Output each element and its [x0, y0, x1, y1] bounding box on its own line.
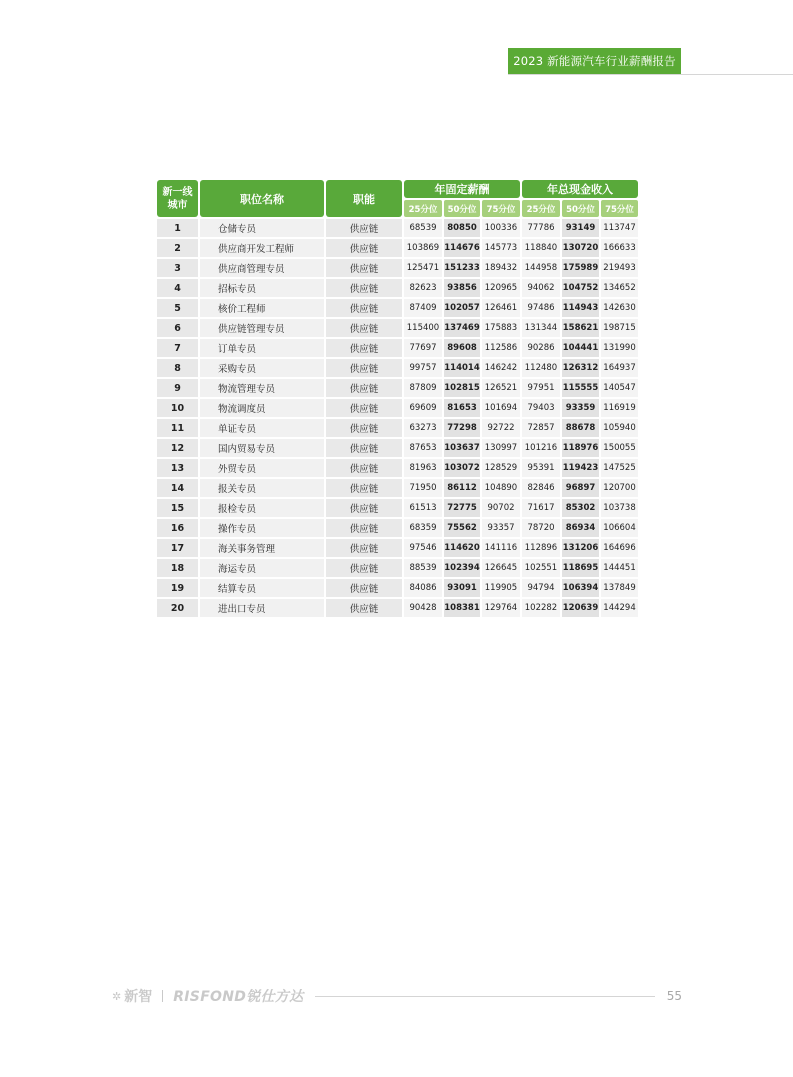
fixed-p25-cell: 97546: [404, 539, 442, 557]
table-row: [157, 459, 638, 477]
total-p75-cell: 219493: [601, 259, 638, 277]
position-name: 仓储专员: [200, 219, 324, 237]
xinzhi-logo-text: 新智: [124, 989, 153, 1005]
page-footer: [112, 985, 682, 1007]
position-name: 操作专员: [200, 519, 324, 537]
fixed-p75-cell: 145773: [482, 239, 520, 257]
table-row: [157, 379, 638, 397]
total-p25-header: 25分位: [522, 200, 560, 217]
position-name: 单证专员: [200, 419, 324, 437]
total-p25-cell: 144958: [522, 259, 560, 277]
total-p50-cell: 119423: [562, 459, 599, 477]
row-index: 20: [157, 599, 198, 617]
total-p75-cell: 144294: [601, 599, 638, 617]
position-name: 海关事务管理: [200, 539, 324, 557]
fixed-p75-cell: 141116: [482, 539, 520, 557]
position-name: 结算专员: [200, 579, 324, 597]
fixed-p75-cell: 112586: [482, 339, 520, 357]
fixed-p75-cell: 92722: [482, 419, 520, 437]
table-row: [157, 599, 638, 617]
fixed-p25-cell: 63273: [404, 419, 442, 437]
fixed-p50-cell: 77298: [444, 419, 480, 437]
total-p75-cell: 140547: [601, 379, 638, 397]
row-index: 1: [157, 219, 198, 237]
footer-divider: [315, 996, 654, 997]
fixed-p25-cell: 115400: [404, 319, 442, 337]
fixed-p50-cell: 81653: [444, 399, 480, 417]
total-p75-cell: 103738: [601, 499, 638, 517]
fixed-p50-cell: 137469: [444, 319, 480, 337]
function-header: 职能: [326, 180, 402, 217]
function-cell: 供应链: [326, 459, 402, 477]
total-p50-cell: 106394: [562, 579, 599, 597]
function-cell: 供应链: [326, 399, 402, 417]
table-row: [157, 499, 638, 517]
total-p50-cell: 118695: [562, 559, 599, 577]
function-cell: 供应链: [326, 559, 402, 577]
row-index: 3: [157, 259, 198, 277]
table-row: [157, 339, 638, 357]
report-title: 2023 新能源汽车行业薪酬报告: [513, 54, 676, 68]
total-p50-cell: 93149: [562, 219, 599, 237]
total-p50-cell: 158621: [562, 319, 599, 337]
function-cell: 供应链: [326, 339, 402, 357]
position-header: 职位名称: [200, 180, 324, 217]
row-index: 12: [157, 439, 198, 457]
salary-table-container: [156, 180, 637, 617]
total-p50-cell: 131206: [562, 539, 599, 557]
table-row: [157, 219, 638, 237]
table-row: [157, 399, 638, 417]
total-p25-cell: 72857: [522, 419, 560, 437]
total-p25-cell: 101216: [522, 439, 560, 457]
total-p25-cell: 97951: [522, 379, 560, 397]
total-p75-cell: 164937: [601, 359, 638, 377]
fixed-p25-cell: 68539: [404, 219, 442, 237]
total-p75-cell: 134652: [601, 279, 638, 297]
function-cell: 供应链: [326, 299, 402, 317]
fixed-p50-cell: 102057: [444, 299, 480, 317]
total-p25-cell: 90286: [522, 339, 560, 357]
fixed-p75-cell: 128529: [482, 459, 520, 477]
total-p25-cell: 131344: [522, 319, 560, 337]
fixed-p25-cell: 81963: [404, 459, 442, 477]
table-row: [157, 579, 638, 597]
total-p25-cell: 112896: [522, 539, 560, 557]
fixed-p75-cell: 104890: [482, 479, 520, 497]
total-p25-cell: 94794: [522, 579, 560, 597]
total-p75-cell: 105940: [601, 419, 638, 437]
table-row: [157, 479, 638, 497]
fixed-p75-header: 75分位: [482, 200, 520, 217]
total-p75-cell: 113747: [601, 219, 638, 237]
total-p75-cell: 120700: [601, 479, 638, 497]
row-index: 5: [157, 299, 198, 317]
total-p50-header: 50分位: [562, 200, 599, 217]
total-p50-cell: 114943: [562, 299, 599, 317]
row-index: 9: [157, 379, 198, 397]
table-row: [157, 299, 638, 317]
row-index: 14: [157, 479, 198, 497]
fixed-p75-cell: 93357: [482, 519, 520, 537]
position-name: 招标专员: [200, 279, 324, 297]
header-divider: [508, 74, 793, 75]
row-index: 7: [157, 339, 198, 357]
table-row: [157, 439, 638, 457]
total-p50-cell: 118976: [562, 439, 599, 457]
position-name: 海运专员: [200, 559, 324, 577]
fixed-p75-cell: 126521: [482, 379, 520, 397]
table-row: [157, 539, 638, 557]
total-p50-cell: 88678: [562, 419, 599, 437]
row-index: 2: [157, 239, 198, 257]
fixed-p75-cell: 175883: [482, 319, 520, 337]
total-p25-cell: 118840: [522, 239, 560, 257]
fixed-p75-cell: 126645: [482, 559, 520, 577]
fixed-p75-cell: 100336: [482, 219, 520, 237]
total-p25-cell: 79403: [522, 399, 560, 417]
total-p50-cell: 93359: [562, 399, 599, 417]
fixed-p50-cell: 75562: [444, 519, 480, 537]
position-name: 进出口专员: [200, 599, 324, 617]
row-index: 16: [157, 519, 198, 537]
total-cash-header: 年总现金收入: [522, 180, 638, 198]
total-p50-cell: 115555: [562, 379, 599, 397]
total-p75-cell: 144451: [601, 559, 638, 577]
total-p25-cell: 95391: [522, 459, 560, 477]
fixed-p25-cell: 88539: [404, 559, 442, 577]
total-p75-cell: 131990: [601, 339, 638, 357]
fixed-p25-cell: 87409: [404, 299, 442, 317]
salary-table-body: [157, 219, 638, 617]
function-cell: 供应链: [326, 259, 402, 277]
total-p25-cell: 78720: [522, 519, 560, 537]
fixed-p50-cell: 108381: [444, 599, 480, 617]
fixed-p50-cell: 93856: [444, 279, 480, 297]
function-cell: 供应链: [326, 379, 402, 397]
position-name: 国内贸易专员: [200, 439, 324, 457]
position-name: 报检专员: [200, 499, 324, 517]
fixed-p50-cell: 151233: [444, 259, 480, 277]
total-p75-cell: 166633: [601, 239, 638, 257]
fixed-p50-cell: 102394: [444, 559, 480, 577]
function-cell: 供应链: [326, 539, 402, 557]
table-row: [157, 279, 638, 297]
fixed-p75-cell: 129764: [482, 599, 520, 617]
total-p25-cell: 82846: [522, 479, 560, 497]
position-name: 供应链管理专员: [200, 319, 324, 337]
fixed-p50-cell: 103072: [444, 459, 480, 477]
function-cell: 供应链: [326, 239, 402, 257]
table-row: [157, 559, 638, 577]
row-index: 19: [157, 579, 198, 597]
fixed-p25-cell: 69609: [404, 399, 442, 417]
fixed-p25-cell: 82623: [404, 279, 442, 297]
fixed-p75-cell: 146242: [482, 359, 520, 377]
fixed-p25-cell: 61513: [404, 499, 442, 517]
total-p50-cell: 86934: [562, 519, 599, 537]
risfond-logo: RISFOND锐仕方达: [173, 989, 304, 1005]
total-p50-cell: 175989: [562, 259, 599, 277]
row-index: 10: [157, 399, 198, 417]
total-p25-cell: 77786: [522, 219, 560, 237]
fixed-p50-cell: 86112: [444, 479, 480, 497]
fixed-p75-cell: 189432: [482, 259, 520, 277]
total-p25-cell: 97486: [522, 299, 560, 317]
total-p75-cell: 116919: [601, 399, 638, 417]
function-cell: 供应链: [326, 359, 402, 377]
function-cell: 供应链: [326, 219, 402, 237]
table-row: [157, 359, 638, 377]
row-index: 17: [157, 539, 198, 557]
total-p50-cell: 96897: [562, 479, 599, 497]
fixed-p50-cell: 89608: [444, 339, 480, 357]
salary-table: [155, 178, 640, 619]
fixed-p75-cell: 119905: [482, 579, 520, 597]
fixed-p25-cell: 77697: [404, 339, 442, 357]
fixed-p50-cell: 103637: [444, 439, 480, 457]
fixed-p50-header: 50分位: [444, 200, 480, 217]
total-p75-cell: 198715: [601, 319, 638, 337]
table-row: [157, 259, 638, 277]
table-row: [157, 239, 638, 257]
fixed-p25-cell: 84086: [404, 579, 442, 597]
row-index: 11: [157, 419, 198, 437]
fixed-p50-cell: 80850: [444, 219, 480, 237]
row-index: 4: [157, 279, 198, 297]
fixed-p75-cell: 90702: [482, 499, 520, 517]
fixed-p50-cell: 102815: [444, 379, 480, 397]
total-p75-cell: 137849: [601, 579, 638, 597]
fixed-p75-cell: 130997: [482, 439, 520, 457]
position-name: 供应商开发工程师: [200, 239, 324, 257]
total-p25-cell: 112480: [522, 359, 560, 377]
function-cell: 供应链: [326, 279, 402, 297]
position-name: 报关专员: [200, 479, 324, 497]
fixed-p50-cell: 72775: [444, 499, 480, 517]
total-p50-cell: 85302: [562, 499, 599, 517]
total-p75-cell: 164696: [601, 539, 638, 557]
total-p50-cell: 104752: [562, 279, 599, 297]
position-name: 订单专员: [200, 339, 324, 357]
total-p25-cell: 102282: [522, 599, 560, 617]
function-cell: 供应链: [326, 599, 402, 617]
table-row: [157, 419, 638, 437]
row-index: 18: [157, 559, 198, 577]
xinzhi-logo: [112, 986, 152, 1006]
fixed-p25-cell: 125471: [404, 259, 442, 277]
total-p50-cell: 130720: [562, 239, 599, 257]
function-cell: 供应链: [326, 439, 402, 457]
page-number: 55: [666, 989, 682, 1003]
total-p50-cell: 126312: [562, 359, 599, 377]
fixed-p50-cell: 114676: [444, 239, 480, 257]
function-cell: 供应链: [326, 519, 402, 537]
row-index: 13: [157, 459, 198, 477]
fixed-p75-cell: 120965: [482, 279, 520, 297]
position-name: 物流调度员: [200, 399, 324, 417]
total-p75-cell: 150055: [601, 439, 638, 457]
total-p75-header: 75分位: [601, 200, 638, 217]
row-index: 8: [157, 359, 198, 377]
xinzhi-logo-icon: ✲: [112, 989, 122, 1003]
total-p25-cell: 102551: [522, 559, 560, 577]
row-index: 6: [157, 319, 198, 337]
report-title-badge: [508, 48, 681, 74]
total-p50-cell: 120639: [562, 599, 599, 617]
total-p75-cell: 147525: [601, 459, 638, 477]
fixed-p50-cell: 114620: [444, 539, 480, 557]
table-row: [157, 519, 638, 537]
fixed-p50-cell: 114014: [444, 359, 480, 377]
total-p75-cell: 106604: [601, 519, 638, 537]
fixed-p25-cell: 68359: [404, 519, 442, 537]
fixed-p25-cell: 99757: [404, 359, 442, 377]
fixed-p25-cell: 87653: [404, 439, 442, 457]
city-tier-header: 新一线城市: [157, 180, 198, 217]
fixed-p25-cell: 103869: [404, 239, 442, 257]
total-p25-cell: 94062: [522, 279, 560, 297]
function-cell: 供应链: [326, 419, 402, 437]
total-p25-cell: 71617: [522, 499, 560, 517]
position-name: 供应商管理专员: [200, 259, 324, 277]
position-name: 采购专员: [200, 359, 324, 377]
function-cell: 供应链: [326, 499, 402, 517]
function-cell: 供应链: [326, 579, 402, 597]
position-name: 外贸专员: [200, 459, 324, 477]
fixed-p25-cell: 87809: [404, 379, 442, 397]
fixed-p25-cell: 71950: [404, 479, 442, 497]
total-p75-cell: 142630: [601, 299, 638, 317]
fixed-p25-cell: 90428: [404, 599, 442, 617]
logo-separator: [162, 990, 163, 1002]
position-name: 核价工程师: [200, 299, 324, 317]
fixed-p75-cell: 101694: [482, 399, 520, 417]
total-p50-cell: 104441: [562, 339, 599, 357]
fixed-p50-cell: 93091: [444, 579, 480, 597]
position-name: 物流管理专员: [200, 379, 324, 397]
fixed-p75-cell: 126461: [482, 299, 520, 317]
fixed-salary-header: 年固定薪酬: [404, 180, 520, 198]
function-cell: 供应链: [326, 479, 402, 497]
row-index: 15: [157, 499, 198, 517]
table-row: [157, 319, 638, 337]
fixed-p25-header: 25分位: [404, 200, 442, 217]
function-cell: 供应链: [326, 319, 402, 337]
